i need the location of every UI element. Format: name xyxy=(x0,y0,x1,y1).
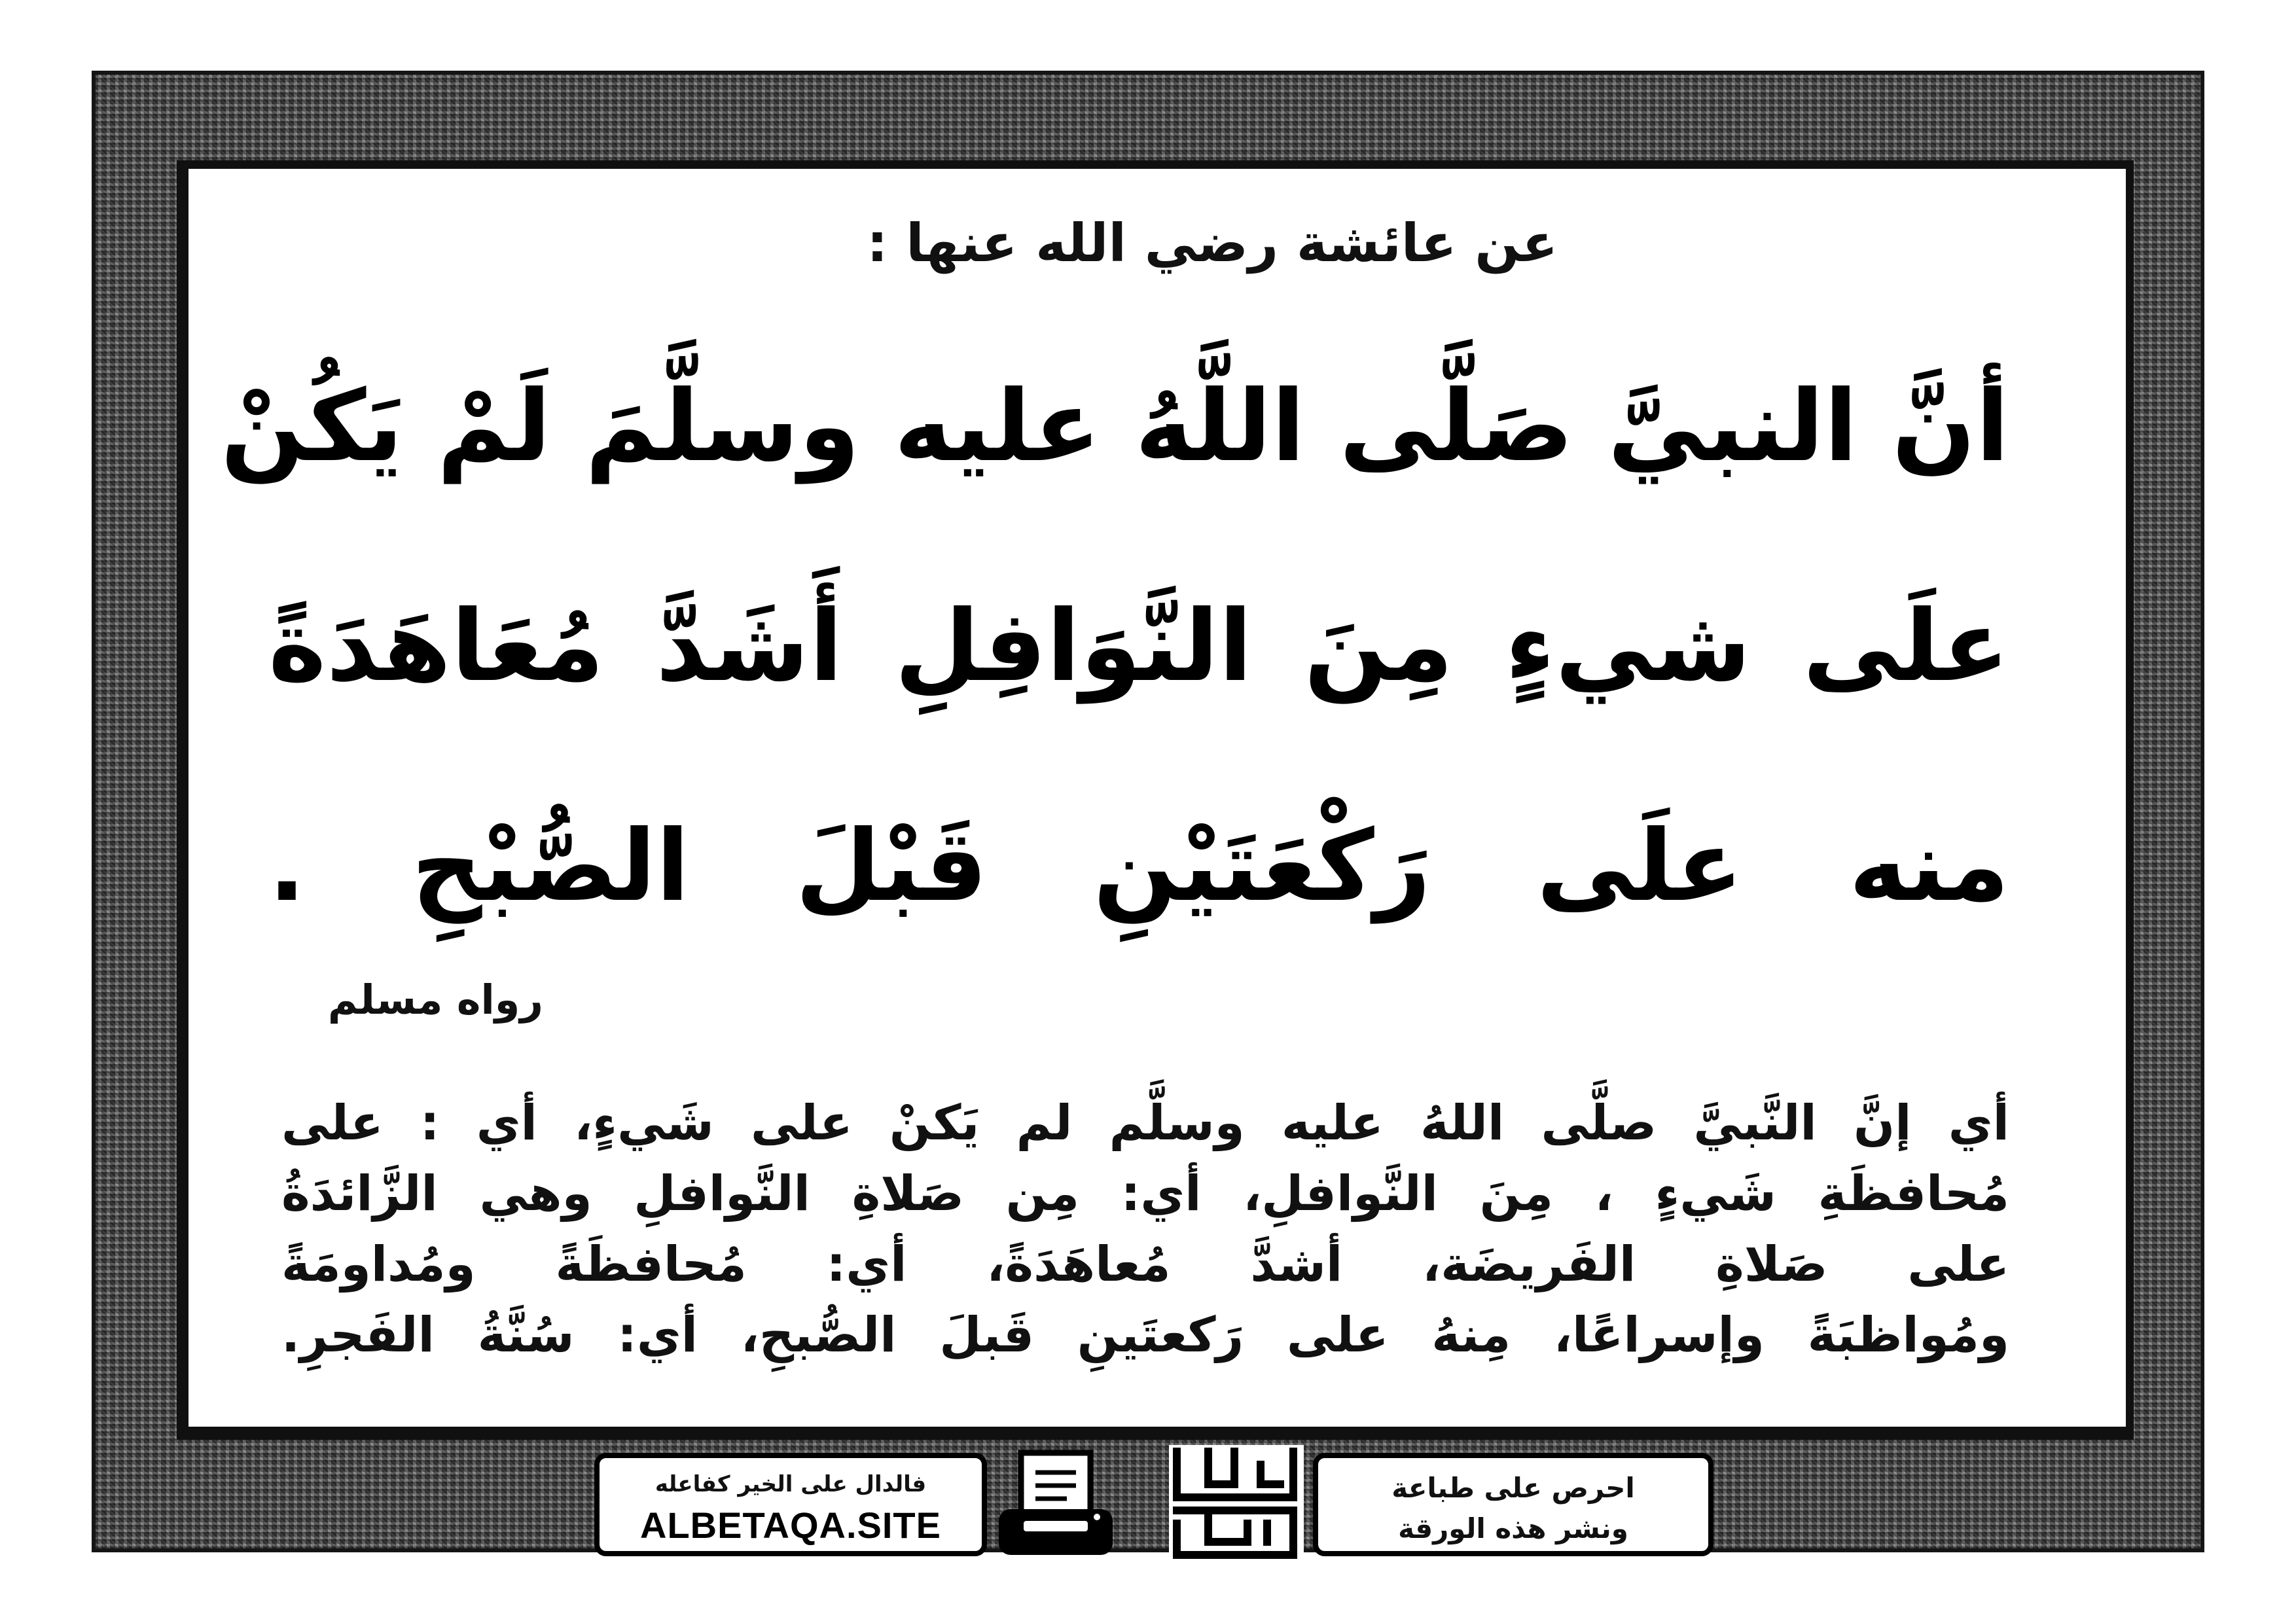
explanation-line-1: أي إنَّ النَّبيَّ صلَّى اللهُ عليه وسلَّم لم يَكنْ على شَيءٍ، أي : على xyxy=(281,1095,2009,1151)
footer-site-url[interactable]: ALBETAQA.SITE xyxy=(640,1505,941,1546)
printer-icon xyxy=(995,1449,1117,1560)
explanation-line-2: مُحافظَةِ شَيءٍ ، مِنَ النَّوافلِ، أي: مِن صَلاةِ النَّوافلِ وهي الزَّائدَةُ xyxy=(281,1166,2009,1222)
footer-share-box xyxy=(1313,1453,1713,1556)
explanation-line-4: ومُواظبَةً وإسراعًا، مِنهُ على رَكعتَينِ قَبلَ الصُّبحِ، أي: سُنَّةُ الفَجرِ. xyxy=(281,1307,2009,1363)
footer-proverb: فالدال على الخير كفاعله xyxy=(655,1471,927,1497)
hadith-line-3: منه علَى رَكْعَتَيْنِ قَبْلَ الصُّبْحِ . xyxy=(268,810,2009,923)
footer-print-text: احرص على طباعة xyxy=(1391,1472,1635,1504)
footer-share-text: ونشر هذه الورقة xyxy=(1398,1512,1628,1544)
narrator-line: عن عائشة رضي الله عنها : xyxy=(867,213,1558,274)
dawah-logo xyxy=(1169,1445,1304,1561)
hadith-line-1: أنَّ النبيَّ صَلَّى اللَّهُ عليه وسلَّمَ لَمْ يَكُنْ xyxy=(221,370,2009,484)
explanation-line-3: على صَلاةِ الفَريضَة، أشدَّ مُعاهَدَةً، أي: مُحافظَةً ومُداومَةً xyxy=(281,1236,2009,1293)
footer-site-box xyxy=(594,1453,987,1556)
hadith-source: رواه مسلم xyxy=(327,976,543,1024)
hadith-line-2: علَى شيءٍ مِنَ النَّوَافِلِ أَشَدَّ مُعَاهَدَةً xyxy=(268,590,2009,704)
